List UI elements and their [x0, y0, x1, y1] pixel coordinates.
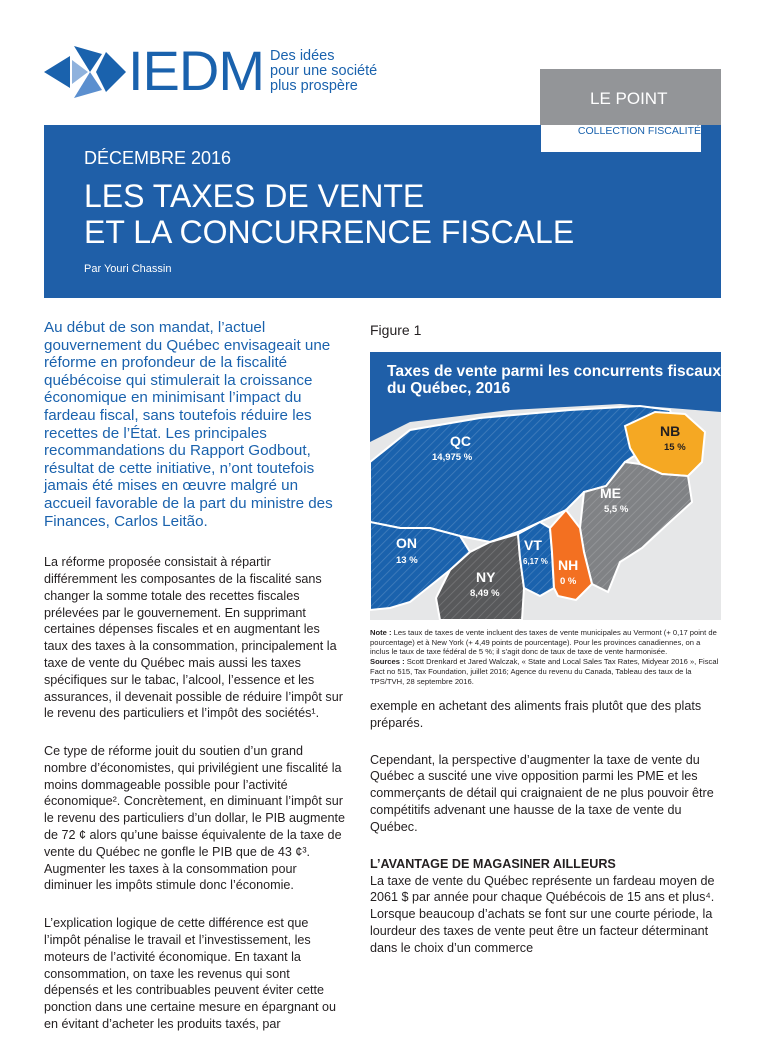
tagline [270, 49, 377, 94]
figure-title [387, 363, 721, 397]
map-label-on-code: ON [396, 535, 417, 551]
collection-tab [541, 125, 701, 152]
figure-notes [370, 628, 720, 686]
figure-note [370, 628, 720, 657]
body-paragraph: La réforme proposée consistait à répartir différemment les composantes de la fiscalité sans changer la somme totale des recettes fiscales prélevées par le gouvernement. En supprimant certaines dépenses fiscales et en augmentant les taux des taxes à la consommation, principalement la taxe de vente du Québec mais aussi les taxes spécifiques sur le tabac, l’alcool, l’essence et les assurances, il devenait possible de réduire l’impôt sur le revenu des particuliers et l’impôt des sociétés¹. [44, 555, 343, 721]
body-paragraph: exemple en achetant des aliments frais plutôt que des plats préparés. [370, 699, 702, 730]
note-text: Les taux de taxes de vente incluent des taxes de vente municipales au Vermont (+ 0,17 point de pourcentage) et à New York (+ 4,49 points de pourcentage). Pour les provinces canadiennes, on a inclus le taux de taxe fédéral de 5 %; il s’agit donc de taux de taxe de vente harmonisée. [370, 628, 717, 657]
series-label: LE POINT [590, 89, 668, 108]
left-column [44, 319, 347, 1054]
tagline-line: Des idées [270, 48, 335, 64]
body-paragraph: La taxe de vente du Québec représente un fardeau moyen de 2061 $ par année pour chaque Québécois de 15 ans et plus⁴. Lorsque beaucoup d’achats se font sur une courte période, la lourdeur des taxes de vente peut être un facteur déterminant dans le choix d’un commerce [370, 873, 715, 955]
map-label-qc-rate: 14,975 % [432, 452, 473, 463]
page-title-line-1: LES TAXES DE VENTE [84, 178, 425, 214]
tagline-line: plus prospère [270, 78, 358, 94]
map-label-nb-code: NB [660, 423, 681, 439]
body-paragraph: L’explication logique de cette différence est que l’impôt pénalise le travail et l’investissement, les moteurs de l’activité économique. En taxant la consommation, on taxe les revenus qui sont dépensés et les contribuables peuvent éviter cette ponction dans une certaine mesure en épargnant ou en évitant d’acheter les produits taxés, par [44, 916, 336, 1032]
logo-wordmark[interactable]: IEDM [128, 39, 264, 102]
map-label-me-rate: 5,5 % [604, 504, 629, 515]
map-label-nh-rate: 0 % [560, 576, 577, 587]
title-banner [44, 125, 721, 298]
author-byline: Par Youri Chassin [84, 263, 172, 275]
sources-text: Scott Drenkard et Jared Walczak, « State and Local Sales Tax Rates, Midyear 2016 », Fiscal Fact no 515, Tax Foundation, juillet 2016; Agence du revenu du Canada, Tableau des taux de la TPS/TVH, 28 septembre 2016. [370, 657, 719, 686]
page-title-line-2: ET LA CONCURRENCE FISCALE [84, 214, 575, 250]
figure-sources [370, 657, 720, 686]
figure-label: Figure 1 [370, 322, 422, 338]
map-label-ny-rate: 8,49 % [470, 588, 500, 599]
map-label-vt-rate: 6,17 % [523, 557, 548, 566]
tagline-line: pour une société [270, 63, 378, 79]
section-heading: L’AVANTAGE DE MAGASINER AILLEURS [370, 856, 616, 871]
sources-label: Sources : [370, 657, 405, 667]
body-paragraph: Cependant, la perspective d’augmenter la taxe de vente du Québec a suscité une vive opposition parmi les PME et les commerçants de détail qui craignaient de ne plus pouvoir être compétitifs advenant une hausse de la taxe de vente du Québec. [370, 752, 714, 834]
collection-label: COLLECTION FISCALITÉ [577, 125, 701, 137]
series-badge [540, 69, 721, 125]
publication-date: DÉCEMBRE 2016 [84, 148, 232, 168]
right-column [370, 698, 721, 977]
iedm-logo-icon [44, 42, 126, 102]
map-label-qc-code: QC [450, 433, 471, 449]
lede-paragraph: Au début de son mandat, l’actuel gouvernement du Québec envisageait une réforme en profondeur de la fiscalité québécoise qui stimulerait la croissance économique en minimisant l’impact du fardeau fiscal, sans toutefois réduire les recettes de l’État. Les principales recommandations du Rapport Godbout, résultat de cette initiative, n’ont toutefois jamais été mises en œuvre malgré un accueil favorable de la part du ministre des Finances, Carlos Leitão. [44, 319, 333, 530]
note-label: Note : [370, 628, 392, 637]
map-label-ny-code: NY [476, 569, 496, 585]
map-label-nb-rate: 15 % [664, 442, 686, 453]
figure-title-line: du Québec, 2016 [387, 380, 511, 397]
map-label-me-code: ME [600, 485, 621, 501]
map-label-nh-code: NH [558, 557, 579, 573]
map-label-vt-code: VT [524, 537, 542, 553]
map-label-on-rate: 13 % [396, 555, 418, 566]
figure-title-line: Taxes de vente parmi les concurrents fiscaux [387, 363, 721, 380]
body-paragraph: Ce type de réforme jouit du soutien d’un grand nombre d’économistes, qui privilégient une fiscalité la moins dommageable possible pour l’activité économique². Concrètement, en diminuant l’impôt sur le revenu des particuliers d’un dollar, le PIB augmente de 72 ¢ alors qu’une baisse équivalente de la taxe de vente du Québec ne gonfle le PIB que de 43 ¢³. Augmenter les taxes à la consommation pour diminuer les impôts stimule donc l’économie. [44, 744, 346, 893]
figure-map [370, 352, 721, 620]
